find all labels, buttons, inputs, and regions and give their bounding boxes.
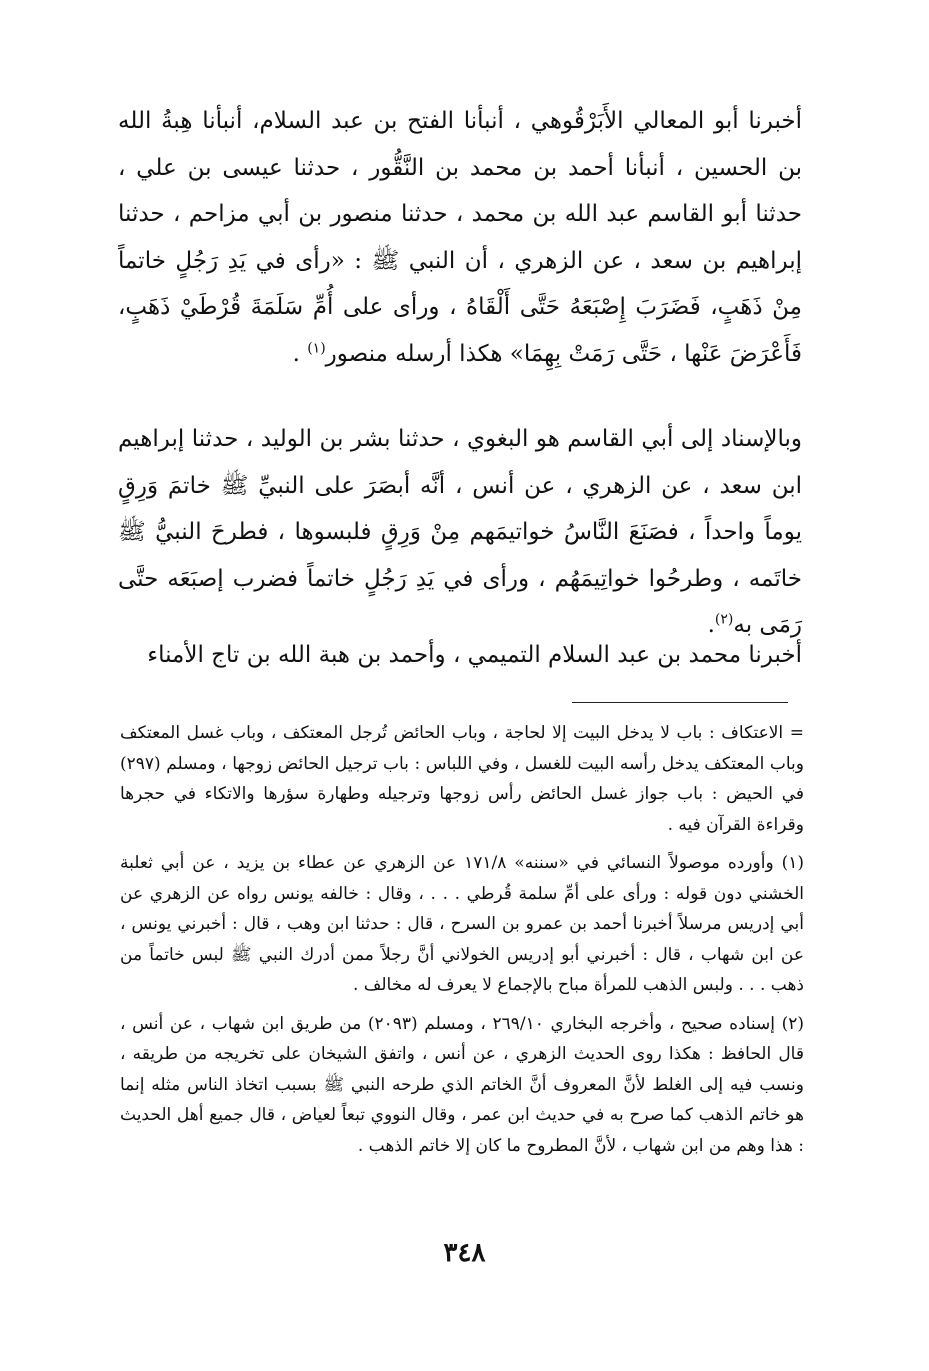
paragraph-2-text: وبالإسناد إلى أبي القاسم هو البغوي ، حدثنا بشر بن الوليد ، حدثنا إبراهيم ابن سعد ، عن الزهري ، عن أنس ، أنَّه أبصَرَ على النبيِّ ﷺ خاتمَ وَرِقٍ يوماً واحداً ، فصَنَعَ النَّاسُ خواتيمَهم مِنْ وَرِقٍ فلبسوها ، فطرحَ النبيُّ ﷺ خاتَمه ، وطرحُوا خواتِيمَهُم ، ورأى في يَدِ رَجُلٍ خاتماً فضرب إصبَعَه حتَّى رَمَى به	[118, 426, 802, 638]
footnotes	[120, 718, 804, 1161]
footnote-2: (٢) إسناده صحيح ، وأخرجه البخاري ٢٦٩/١٠ ، ومسلم (٢٠٩٣) من طريق ابن شهاب ، عن أنس ، قال الحافظ : هكذا روى الحديث الزهري ، عن أنس ، واتفق الشيخان على تخريجه من طريقه ، ونسب فيه إلى الغلط لأنَّ المعروف أنَّ الخاتم الذي طرحه النبي ﷺ بسبب اتخاذ الناس مثله إنما هو خاتم الذهب كما صرح به في حديث ابن عمر ، وقال النووي تبعاً لعياض ، قال جميع أهل الحديث : هذا وهم من ابن شهاب ، لأنَّ المطروح ما كان إلا خاتم الذهب .	[120, 1013, 804, 1156]
footnote-continuation: = الاعتكاف : باب لا يدخل البيت إلا لحاجة ، وباب الحائض تُرجل المعتكف ، وباب غسل المعتكف وباب المعتكف يدخل رأسه البيت للغسل ، وفي اللباس : باب ترجيل الحائض زوجها ، ومسلم (٢٩٧) في الحيض : باب جواز غسل الحائض رأس زوجها وترجيله وطهارة سؤرها والاتكاء في حجرها وقراءة القرآن فيه .	[120, 723, 804, 835]
main-paragraph-3	[118, 632, 802, 679]
paragraph-2-end: .	[707, 612, 715, 638]
footnote-ref-1: (١)	[307, 339, 326, 356]
footnote-ref-2: (٢)	[714, 611, 734, 628]
main-paragraph-1	[118, 98, 802, 377]
footnote-1: (١) وأورده موصولاً النسائي في «سننه» ١٧١/٨ عن الزهري عن عطاء بن يزيد ، عن أبي ثعلبة الخشني دون قوله : ورأى على أمِّ سلمة قُرطي . . . ، وقال : خالفه يونس رواه عن الزهري عن أبي إدريس مرسلاً أخبرنا أحمد بن عمرو بن السرح ، قال : حدثنا ابن وهب ، قال : أخبرني يونس ، عن ابن شهاب ، قال : أخبرني أبو إدريس الخولاني أنَّ رجلاً ممن أدرك النبي ﷺ لبس خاتماً من ذهب . . . ولبس الذهب للمرأة مباح بالإجماع لا يعرف له مخالف .	[120, 853, 804, 995]
page-number: ٣٤٨	[443, 1238, 486, 1268]
paragraph-3-text: أخبرنا محمد بن عبد السلام التميمي ، وأحمد بن هبة الله بن تاج الأمناء	[147, 642, 802, 668]
footnote-divider	[572, 702, 788, 703]
paragraph-1-text: أخبرنا أبو المعالي الأَبَرْقُوهي ، أنبأنا الفتح بن عبد السلام، أنبأنا هِبةُ الله بن الحسين ، أنبأنا أحمد بن محمد بن النَّقُّور ، حدثنا عيسى بن علي ، حدثنا أبو القاسم عبد الله بن محمد ، حدثنا منصور بن أبي مزاحم ، حدثنا إبراهيم بن سعد ، عن الزهري ، أن النبي ﷺ : «رأى في يَدِ رَجُلٍ خاتماً مِنْ ذَهَبٍ، فَضَرَبَ إِصْبَعَهُ حَتَّى أَلْقَاهُ ، ورأى على أُمِّ سَلَمَةَ قُرْطَيْ ذَهَبٍ، فَأَعْرَضَ عَنْها ، حَتَّى رَمَتْ بِهِمَا» هكذا أرسله منصور	[118, 108, 802, 367]
main-paragraph-2	[118, 416, 802, 649]
paragraph-1-end: .	[292, 340, 308, 367]
